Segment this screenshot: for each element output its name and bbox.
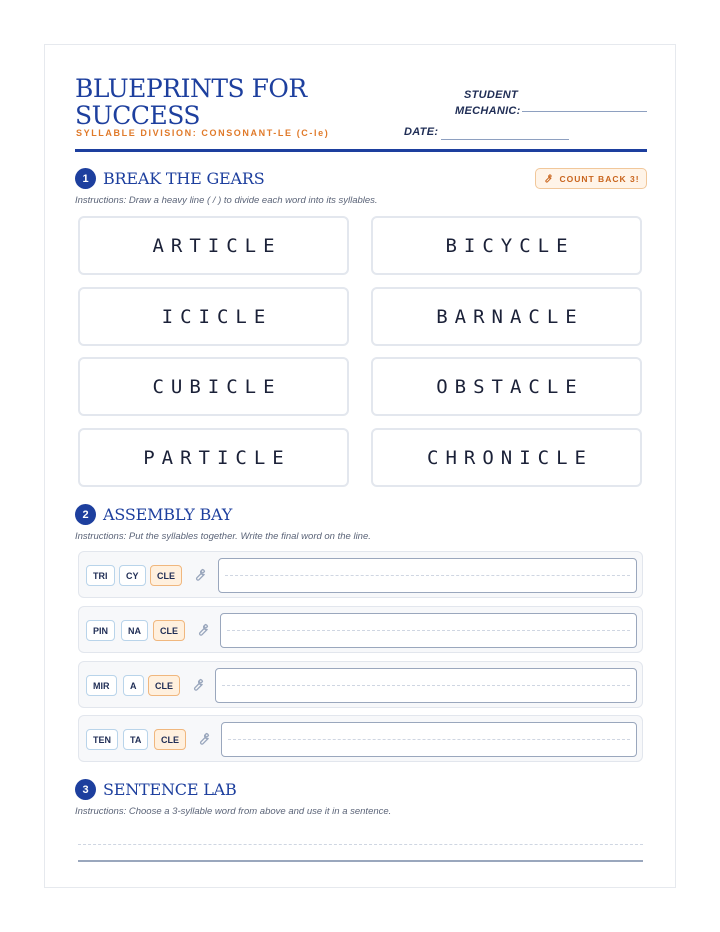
word-box[interactable]: CHRONICLE bbox=[371, 428, 642, 487]
word-box[interactable]: OBSTACLE bbox=[371, 357, 642, 416]
assembly-row bbox=[78, 715, 643, 762]
syllable-chip: MIR bbox=[86, 675, 117, 696]
word-box[interactable]: BICYCLE bbox=[371, 216, 642, 275]
assembly-row bbox=[78, 551, 643, 598]
student-label-line2: MECHANIC: bbox=[455, 105, 521, 117]
sentence-writing-baseline bbox=[78, 860, 643, 862]
page-subtitle: SYLLABLE DIVISION: CONSONANT-LE (C-le) bbox=[76, 128, 330, 138]
syllable-chip: TA bbox=[123, 729, 148, 750]
syllable-chip-cle: CLE bbox=[150, 565, 182, 586]
date-label: DATE: bbox=[404, 126, 439, 138]
word-box[interactable]: BARNACLE bbox=[371, 287, 642, 346]
answer-line[interactable] bbox=[218, 558, 637, 593]
section-1-title: BREAK THE GEARS bbox=[103, 169, 265, 188]
page-title: BLUEPRINTS FOR SUCCESS bbox=[75, 74, 307, 130]
count-back-badge bbox=[535, 168, 647, 189]
syllable-chip: A bbox=[123, 675, 144, 696]
syllable-chip: CY bbox=[119, 565, 146, 586]
section-1-instructions: Instructions: Draw a heavy line ( / ) to divide each word into its syllables. bbox=[75, 195, 378, 206]
word-box[interactable]: ARTICLE bbox=[78, 216, 349, 275]
syllable-chip: PIN bbox=[86, 620, 115, 641]
syllable-chip-cle: CLE bbox=[148, 675, 180, 696]
syllable-chip: TRI bbox=[86, 565, 115, 586]
wrench-icon bbox=[191, 567, 207, 583]
date-line[interactable] bbox=[441, 139, 569, 140]
syllable-chip-cle: CLE bbox=[153, 620, 185, 641]
answer-line[interactable] bbox=[221, 722, 637, 757]
section-1-number: 1 bbox=[75, 168, 96, 189]
sentence-writing-guide[interactable] bbox=[78, 844, 643, 845]
section-3-instructions: Instructions: Choose a 3-syllable word from above and use it in a sentence. bbox=[75, 806, 392, 817]
syllable-chip: NA bbox=[121, 620, 148, 641]
wrench-icon bbox=[189, 677, 205, 693]
word-box[interactable]: CUBICLE bbox=[78, 357, 349, 416]
answer-line[interactable] bbox=[220, 613, 637, 648]
assembly-row bbox=[78, 606, 643, 653]
word-box[interactable]: ICICLE bbox=[78, 287, 349, 346]
section-2-number: 2 bbox=[75, 504, 96, 525]
section-3-title: SENTENCE LAB bbox=[103, 780, 237, 799]
section-2-instructions: Instructions: Put the syllables together. Write the final word on the line. bbox=[75, 531, 371, 542]
wrench-icon bbox=[195, 731, 211, 747]
wrench-icon bbox=[542, 173, 553, 184]
student-name-line[interactable] bbox=[522, 111, 647, 112]
syllable-chip: TEN bbox=[86, 729, 118, 750]
wrench-icon bbox=[194, 622, 210, 638]
worksheet bbox=[44, 44, 676, 888]
assembly-row bbox=[78, 661, 643, 708]
header-rule bbox=[75, 149, 647, 152]
answer-line[interactable] bbox=[215, 668, 637, 703]
section-2-title: ASSEMBLY BAY bbox=[103, 505, 233, 524]
badge-label: COUNT BACK 3! bbox=[559, 173, 640, 184]
student-label-line1: STUDENT bbox=[464, 89, 519, 101]
word-box[interactable]: PARTICLE bbox=[78, 428, 349, 487]
section-3-number: 3 bbox=[75, 779, 96, 800]
syllable-chip-cle: CLE bbox=[154, 729, 186, 750]
